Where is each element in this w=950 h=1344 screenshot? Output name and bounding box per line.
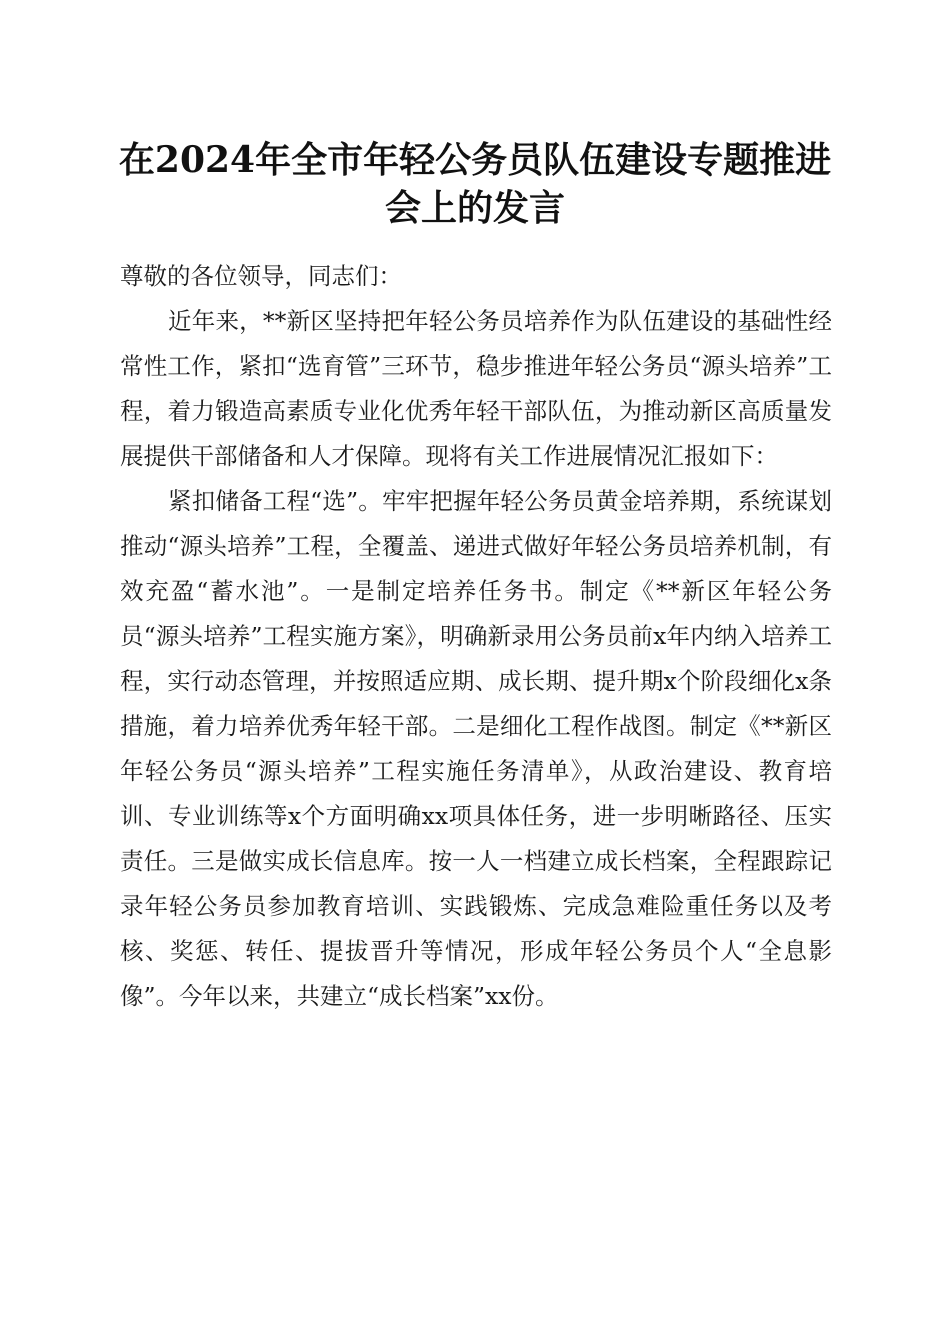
- document-title: 在2024年全市年轻公务员队伍建设专题推进会上的发言: [118, 139, 832, 229]
- paragraph-intro: 近年来，**新区坚持把年轻公务员培养作为队伍建设的基础性经常性工作，紧扣“选育管”三环节，稳步推进年轻公务员“源头培养”工程，着力锻造高素质专业化优秀年轻干部队伍，为推动新区高质量发展提供干部储备和人才保障。现将有关工作进展情况汇报如下：: [120, 307, 832, 470]
- document-body: [120, 254, 832, 1019]
- paragraph-selection: 紧扣储备工程“选”。牢牢把握年轻公务员黄金培养期，系统谋划推动“源头培养”工程，全覆盖、递进式做好年轻公务员培养机制，有效充盈“蓄水池”。一是制定培养任务书。制定《**新区年轻公务员“源头培养”工程实施方案》，明确新录用公务员前x年内纳入培养工程，实行动态管理，并按照适应期、成长期、提升期x个阶段细化x条措施，着力培养优秀年轻干部。二是细化工程作战图。制定《**新区年轻公务员“源头培养”工程实施任务清单》，从政治建设、教育培训、专业训练等x个方面明确xx项具体任务，进一步明晰路径、压实责任。三是做实成长信息库。按一人一档建立成长档案，全程跟踪记录年轻公务员参加教育培训、实践锻炼、完成急难险重任务以及考核、奖惩、转任、提拔晋升等情况，形成年轻公务员个人“全息影像”。今年以来，共建立“成长档案”xx份。: [120, 487, 832, 1010]
- salutation: 尊敬的各位领导，同志们：: [120, 262, 402, 290]
